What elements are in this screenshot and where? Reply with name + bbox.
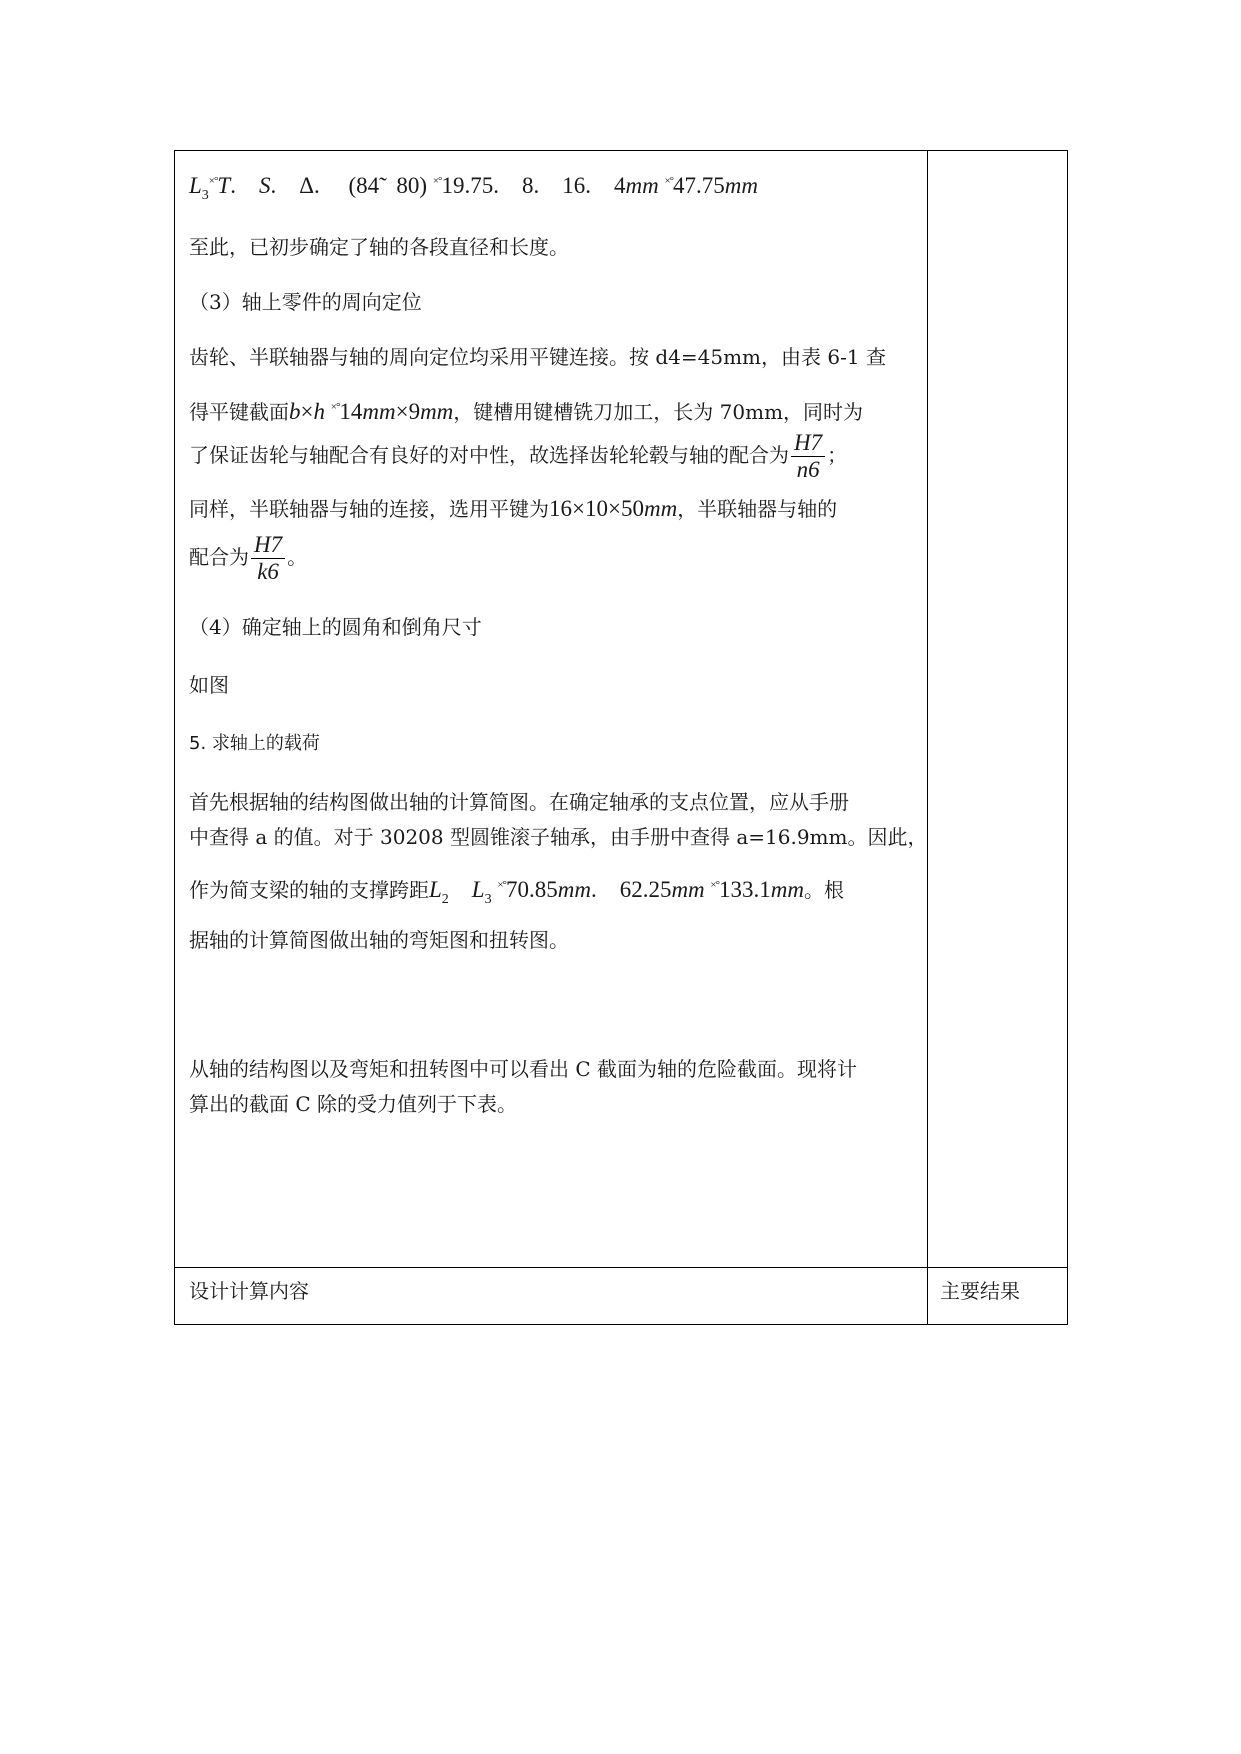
paragraph-load-line-4: 据轴的计算简图做出轴的弯矩图和扭转图。 <box>189 928 569 952</box>
paragraph-critical-section-line-1: 从轴的结构图以及弯矩和扭转图中可以看出 C 截面为轴的危险截面。现将计 <box>189 1057 858 1081</box>
footer-divider <box>175 1267 1067 1268</box>
fraction-h7-n6: $\frac{H7}{n6}$ <box>791 430 825 483</box>
paragraph-key-line-1: 齿轮、半联轴器与轴的周向定位均采用平键连接。按 d4=45mm，由表 6-1 查 <box>189 345 886 369</box>
footer-design-calculation-label: 设计计算内容 <box>189 1279 309 1303</box>
paragraph-key-line-4: 同样，半联轴器与轴的连接，选用平键为16×10×50mm，半联轴器与轴的 <box>189 496 838 521</box>
paragraph-key-line-3: 了保证齿轮与轴配合有良好的对中性，故选择齿轮轮毂与轴的配合为 $\frac{H7}{n6}$ ； <box>189 430 848 482</box>
paragraph-load-line-2: 中查得 a 的值。对于 30208 型圆锥滚子轴承，由手册中查得 a=16.9mm。因此， <box>189 825 928 849</box>
column-divider <box>927 151 928 1324</box>
paragraph-summary: 至此，已初步确定了轴的各段直径和长度。 <box>189 235 569 259</box>
equation-l3-length: $L_3^{\times^\circ}T$. S. Δ. (84̃ 80) ×°19.75. 8. 16. 4mm ×°47.75mm <box>189 173 759 203</box>
heading-5-shaft-loads: 5. 求轴上的载荷 <box>189 733 320 754</box>
heading-3-circumferential-positioning: （3）轴上零件的周向定位 <box>189 290 422 314</box>
footer-main-results-label: 主要结果 <box>940 1279 1020 1303</box>
paragraph-critical-section-line-2: 算出的截面 C 除的受力值列于下表。 <box>189 1092 518 1116</box>
paragraph-key-line-2: 得平键截面b×h ×°14mm×9mm，键槽用键槽铣刀加工，长为 70mm，同时为 <box>189 399 864 424</box>
paragraph-load-line-1: 首先根据轴的结构图做出轴的计算简图。在确定轴承的支点位置，应从手册 <box>189 790 849 814</box>
heading-4-fillets-chamfers: （4）确定轴上的圆角和倒角尺寸 <box>189 615 482 639</box>
paragraph-load-line-3: 作为简支梁的轴的支撑跨距$L_2$ $L_3$ ×°70.85mm. 62.25mm ×°133.1mm。根 <box>189 877 845 907</box>
fraction-h7-k6: $\frac{H7}{k6}$ <box>251 532 285 585</box>
paragraph-key-line-5: 配合为 $\frac{H7}{k6}$ 。 <box>189 532 308 584</box>
paragraph-see-figure: 如图 <box>189 673 229 697</box>
design-table <box>174 150 1068 1325</box>
